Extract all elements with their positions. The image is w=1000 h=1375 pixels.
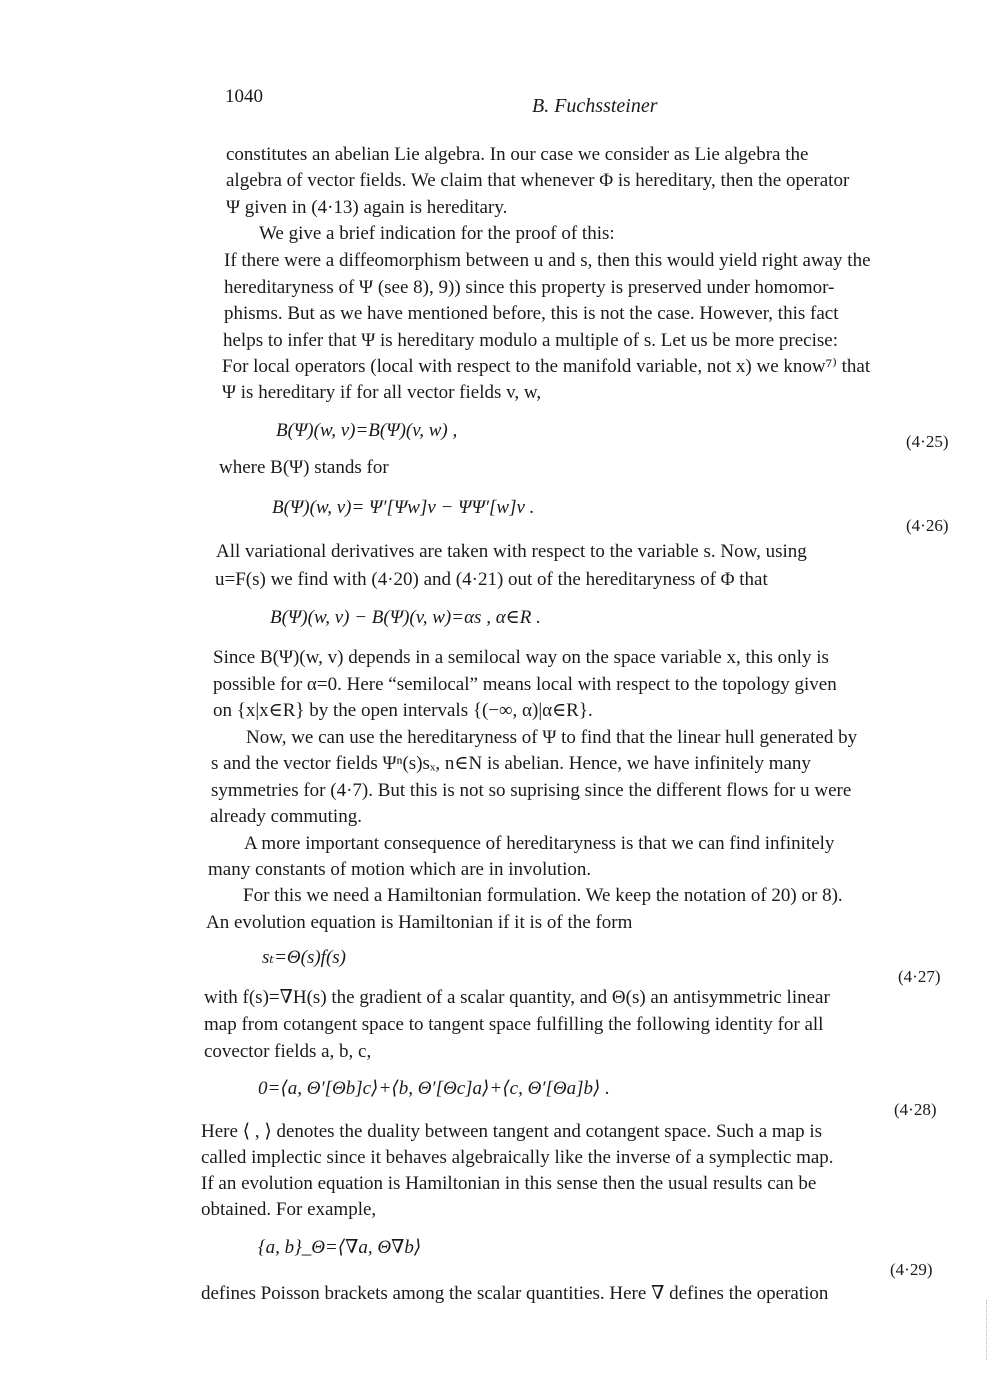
text-line: A more important consequence of hereditaryness is that we can find infinitely xyxy=(244,833,835,854)
text-line: For local operators (local with respect to the manifold variable, not x) we know⁷⁾ that xyxy=(222,356,871,377)
equation: sₜ=Θ(s)f(s) xyxy=(262,947,346,968)
equation-number: (4·26) xyxy=(906,516,949,535)
text-line: s and the vector fields Ψⁿ(s)sₓ, n∈N is abelian. Hence, we have infinitely many xyxy=(211,753,811,774)
equation-number: (4·25) xyxy=(906,432,949,451)
text-line: phisms. But as we have mentioned before, this is not the case. However, this fact xyxy=(224,303,839,324)
text-line: called implectic since it behaves algebraically like the inverse of a symplectic map. xyxy=(201,1147,834,1168)
text-line: on {x|x∈R} by the open intervals {(−∞, α)|α∈R}. xyxy=(213,700,593,721)
text-line: Now, we can use the hereditaryness of Ψ to find that the linear hull generated by xyxy=(246,727,858,748)
equation-number: (4·27) xyxy=(898,967,941,986)
text-line: helps to infer that Ψ is hereditary modulo a multiple of s. Let us be more precise: xyxy=(223,330,838,351)
text-line: where B(Ψ) stands for xyxy=(219,457,389,478)
equation-number: (4·29) xyxy=(890,1260,933,1279)
equation: B(Ψ)(w, v)= Ψ′[Ψw]v − ΨΨ′[w]v . xyxy=(272,497,535,518)
text-line: symmetries for (4·7). But this is not so suprising since the different flows for u were xyxy=(211,780,852,801)
equation: B(Ψ)(w, v) − B(Ψ)(v, w)=αs , α∈R . xyxy=(270,607,541,628)
text-line: For this we need a Hamiltonian formulation. We keep the notation of 20) or 8). xyxy=(243,885,843,906)
text-line: already commuting. xyxy=(210,806,362,827)
text-line: many constants of motion which are in involution. xyxy=(208,859,592,880)
text-line: Since B(Ψ)(w, v) depends in a semilocal way on the space variable x, this only is xyxy=(213,647,829,668)
equation: B(Ψ)(w, v)=B(Ψ)(v, w) , xyxy=(276,420,458,441)
text-line: Here ⟨ , ⟩ denotes the duality between tangent and cotangent space. Such a map is xyxy=(201,1121,823,1142)
text-line: If an evolution equation is Hamiltonian in this sense then the usual results can be xyxy=(201,1173,817,1194)
equation: 0=⟨a, Θ′[Θb]c⟩+⟨b, Θ′[Θc]a⟩+⟨c, Θ′[Θa]b⟩ . xyxy=(258,1078,610,1099)
equation: {a, b}_Θ=⟨∇a, Θ∇b⟩ xyxy=(258,1237,422,1258)
scan-edge-marks xyxy=(986,1300,990,1360)
text-line: with f(s)=∇H(s) the gradient of a scalar quantity, and Θ(s) an antisymmetric linear xyxy=(204,987,830,1008)
running-head-author: B. Fuchssteiner xyxy=(532,95,658,117)
text-line: hereditaryness of Ψ (see 8), 9)) since this property is preserved under homomor- xyxy=(224,277,835,298)
text-line: Ψ given in (4·13) again is hereditary. xyxy=(226,197,508,218)
page-number: 1040 xyxy=(225,86,263,107)
text-line: An evolution equation is Hamiltonian if it is of the form xyxy=(206,912,633,933)
equation-number: (4·28) xyxy=(894,1100,937,1119)
text-line: All variational derivatives are taken with respect to the variable s. Now, using xyxy=(216,541,807,562)
text-line: possible for α=0. Here “semilocal” means local with respect to the topology given xyxy=(213,674,837,695)
text-line: Ψ is hereditary if for all vector fields v, w, xyxy=(222,382,542,403)
text-line: If there were a diffeomorphism between u and s, then this would yield right away the xyxy=(224,250,871,271)
text-line: obtained. For example, xyxy=(201,1199,377,1220)
text-line: defines Poisson brackets among the scalar quantities. Here ∇ defines the operation xyxy=(201,1283,829,1304)
text-line: algebra of vector fields. We claim that whenever Φ is hereditary, then the operator xyxy=(226,170,850,191)
text-line: map from cotangent space to tangent space fulfilling the following identity for all xyxy=(204,1014,824,1035)
text-line: We give a brief indication for the proof of this: xyxy=(259,223,615,244)
text-line: constitutes an abelian Lie algebra. In our case we consider as Lie algebra the xyxy=(226,144,809,165)
text-line: covector fields a, b, c, xyxy=(204,1041,372,1062)
text-line: u=F(s) we find with (4·20) and (4·21) out of the hereditaryness of Φ that xyxy=(215,569,768,590)
